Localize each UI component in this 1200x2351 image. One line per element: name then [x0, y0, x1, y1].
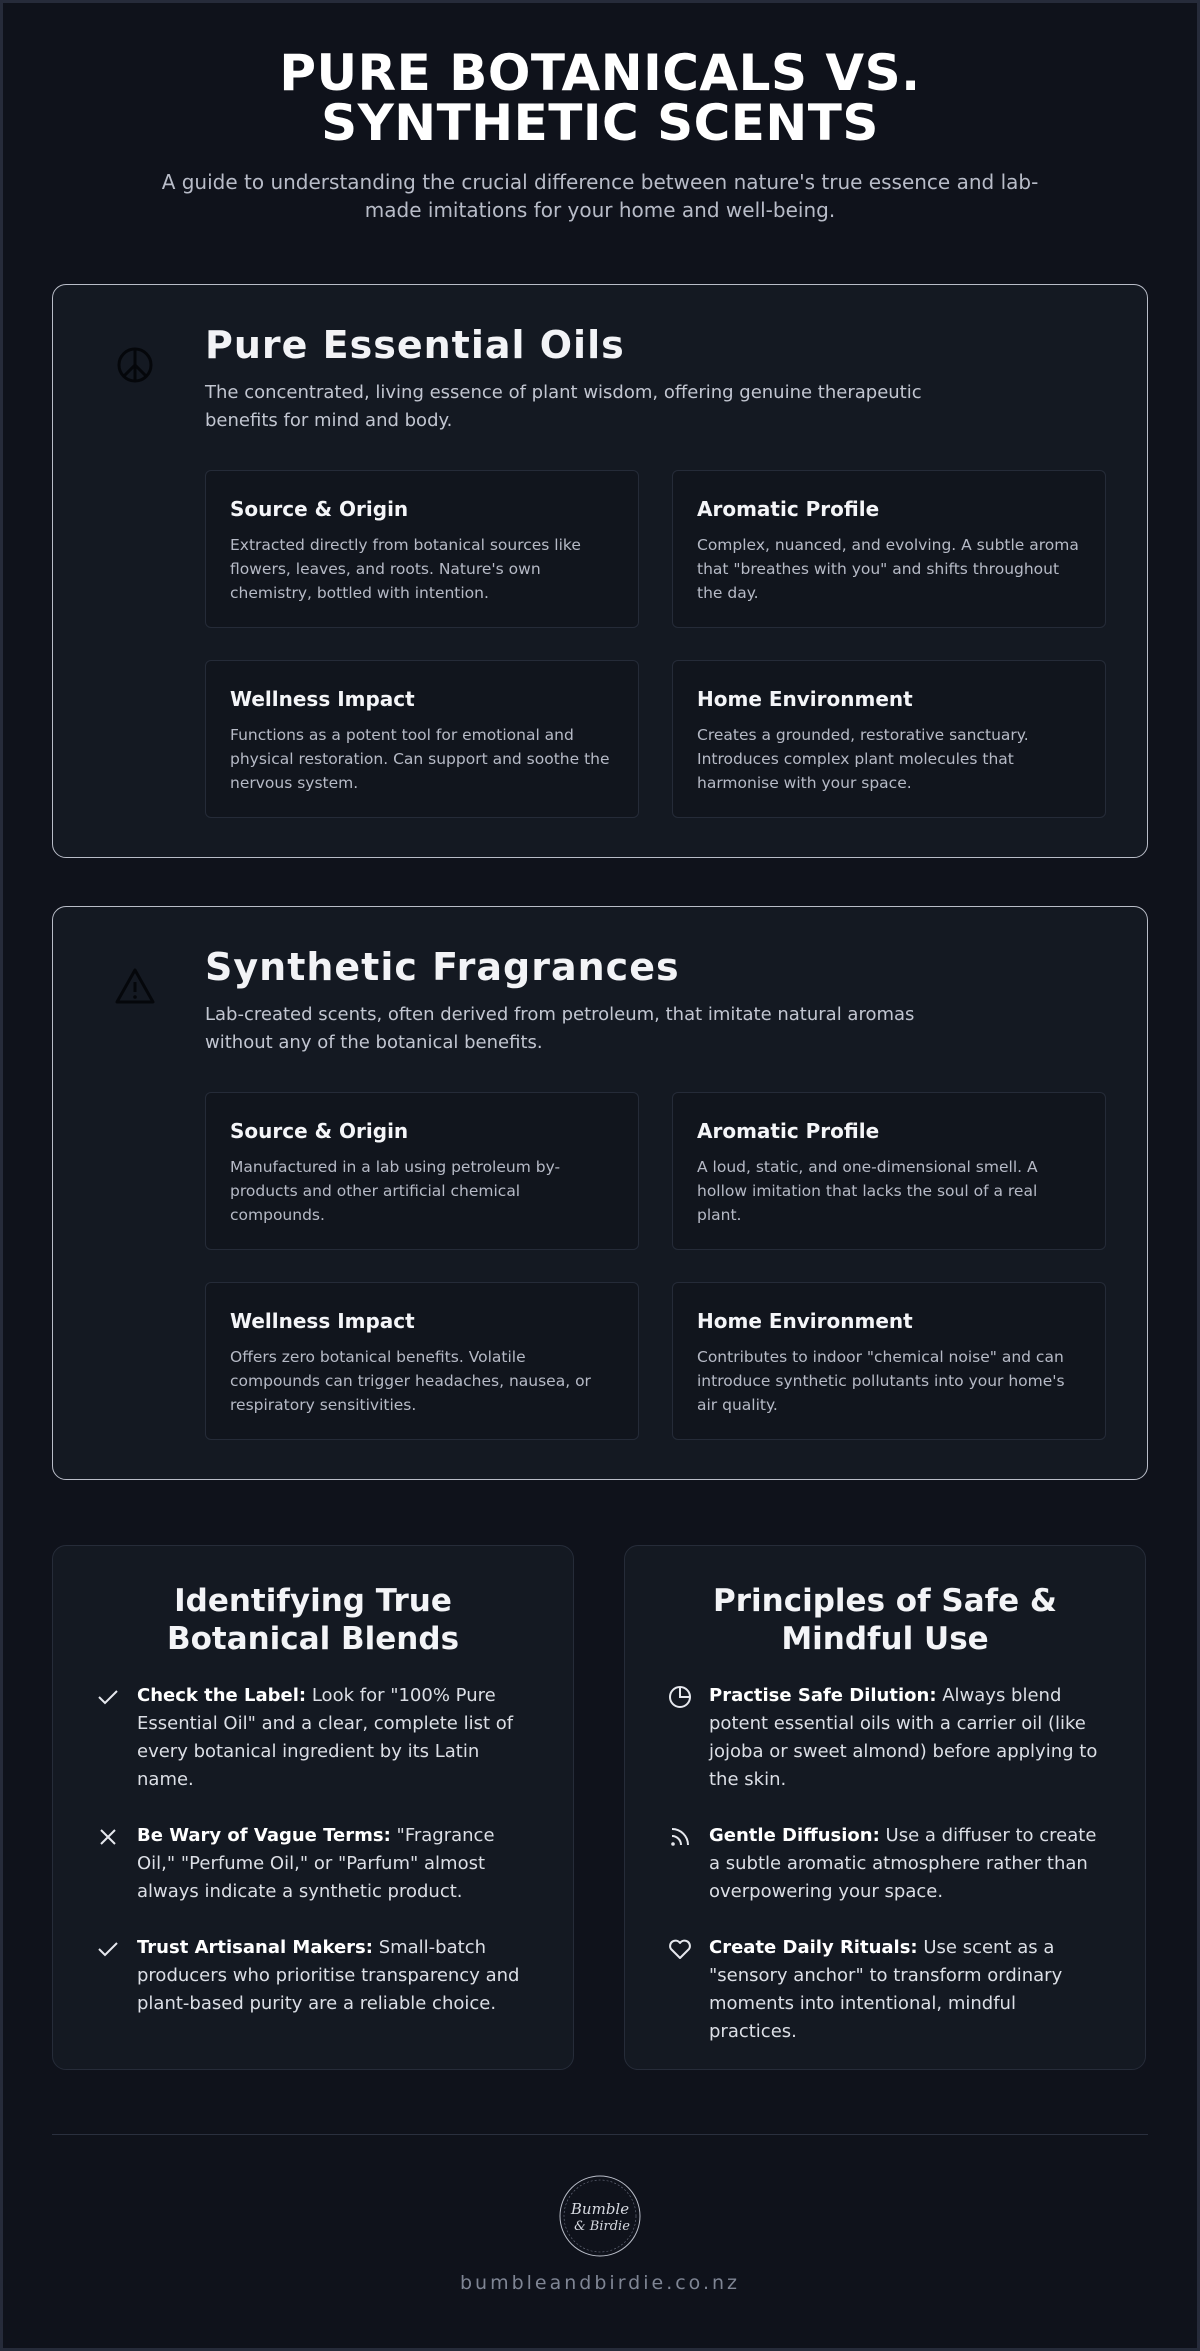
item-text: Use a diffuser to create a subtle aromatic atmosphere rather than overpowering your space.: [709, 1825, 1097, 1902]
page-title: PURE BOTANICALS VS. SYNTHETIC SCENTS: [279, 44, 921, 152]
card-aromatic-profile: [672, 1092, 1106, 1250]
svg-text:Bumble: Bumble: [570, 2200, 630, 2218]
page-subtitle: A guide to understanding the crucial difference between nature's true essence and lab-made imitations for your home and well-being.: [161, 170, 1039, 222]
list-item: [95, 1934, 531, 2018]
list-item: [95, 1682, 531, 1794]
pie-chart-icon: [667, 1684, 693, 1710]
brand-logo: [556, 2172, 644, 2260]
item-text: Use scent as a "sensory anchor" to transform ordinary moments into intentional, mindful practices.: [709, 1937, 1063, 2042]
box-title: Identifying True Botanical Blends: [166, 1583, 460, 1657]
card-text: Manufactured in a lab using petroleum by-products and other artificial chemical compounds.: [230, 1158, 561, 1224]
page-header: [0, 44, 1200, 224]
card-title: Wellness Impact: [230, 687, 415, 711]
card-text: A loud, static, and one-dimensional smell. A hollow imitation that lacks the soul of a real plant.: [697, 1158, 1038, 1224]
card-text: Extracted directly from botanical sources like flowers, leaves, and roots. Nature's own chemistry, bottled with intention.: [230, 536, 581, 602]
section-title: Synthetic Fragrances: [205, 945, 680, 989]
box-title: Principles of Safe & Mindful Use: [713, 1583, 1057, 1657]
card-title: Source & Origin: [230, 497, 409, 521]
diffusion-wave-icon: [667, 1824, 693, 1850]
check-icon: [95, 1936, 121, 1962]
card-title: Wellness Impact: [230, 1309, 415, 1333]
safe-use-principles-box: [624, 1545, 1146, 2070]
card-text: Creates a grounded, restorative sanctuary. Introduces complex plant molecules that harmonise with your space.: [697, 726, 1029, 792]
card-title: Aromatic Profile: [697, 1119, 880, 1143]
x-icon: [95, 1824, 121, 1850]
card-source-origin: [205, 1092, 639, 1250]
card-title: Home Environment: [697, 1309, 913, 1333]
list-item: [95, 1822, 531, 1906]
list-item: [667, 1682, 1103, 1794]
item-text: "Fragrance Oil," "Perfume Oil," or "Parfum" almost always indicate a synthetic product.: [137, 1825, 495, 1902]
card-text: Offers zero botanical benefits. Volatile compounds can trigger headaches, nausea, or respiratory sensitivities.: [230, 1348, 591, 1414]
item-text: Small-batch producers who prioritise transparency and plant-based purity are a reliable choice.: [137, 1937, 520, 2014]
svg-text:& Birdie: & Birdie: [574, 2219, 630, 2234]
check-icon: [95, 1684, 121, 1710]
item-heading: Gentle Diffusion:: [709, 1825, 880, 1846]
identifying-blends-box: [52, 1545, 574, 2070]
item-heading: Trust Artisanal Makers:: [137, 1937, 373, 1958]
section-title: Pure Essential Oils: [205, 323, 625, 367]
card-home-environment: [672, 1282, 1106, 1440]
item-heading: Check the Label:: [137, 1685, 307, 1706]
card-aromatic-profile: [672, 470, 1106, 628]
synthetic-fragrances-section: [52, 906, 1148, 1480]
list-item: [667, 1822, 1103, 1906]
heart-icon: [667, 1936, 693, 1962]
card-title: Home Environment: [697, 687, 913, 711]
item-heading: Be Wary of Vague Terms:: [137, 1825, 391, 1846]
item-text: Look for "100% Pure Essential Oil" and a clear, complete list of every botanical ingredient by its Latin name.: [137, 1685, 514, 1790]
card-text: Functions as a potent tool for emotional and physical restoration. Can support and soothe the nervous system.: [230, 726, 610, 792]
footer-divider: [52, 2134, 1148, 2135]
item-heading: Create Daily Rituals:: [709, 1937, 918, 1958]
footer-website-url[interactable]: bumbleandbirdie.co.nz: [459, 2272, 741, 2294]
section-description: Lab-created scents, often derived from petroleum, that imitate natural aromas without any of the botanical benefits.: [205, 1004, 915, 1053]
card-text: Complex, nuanced, and evolving. A subtle aroma that "breathes with you" and shifts throughout the day.: [697, 536, 1079, 602]
card-wellness-impact: [205, 1282, 639, 1440]
card-title: Aromatic Profile: [697, 497, 880, 521]
peace-icon: [111, 341, 159, 389]
pure-oils-section: [52, 284, 1148, 858]
warning-icon: [111, 963, 159, 1011]
section-description: The concentrated, living essence of plant wisdom, offering genuine therapeutic benefits for mind and body.: [205, 382, 922, 431]
card-wellness-impact: [205, 660, 639, 818]
card-text: Contributes to indoor "chemical noise" and can introduce synthetic pollutants into your home's air quality.: [697, 1348, 1065, 1414]
card-source-origin: [205, 470, 639, 628]
card-title: Source & Origin: [230, 1119, 409, 1143]
list-item: [667, 1934, 1103, 2046]
item-heading: Practise Safe Dilution:: [709, 1685, 937, 1706]
item-text: Always blend potent essential oils with a carrier oil (like jojoba or sweet almond) before applying to the skin.: [709, 1685, 1098, 1790]
card-home-environment: [672, 660, 1106, 818]
